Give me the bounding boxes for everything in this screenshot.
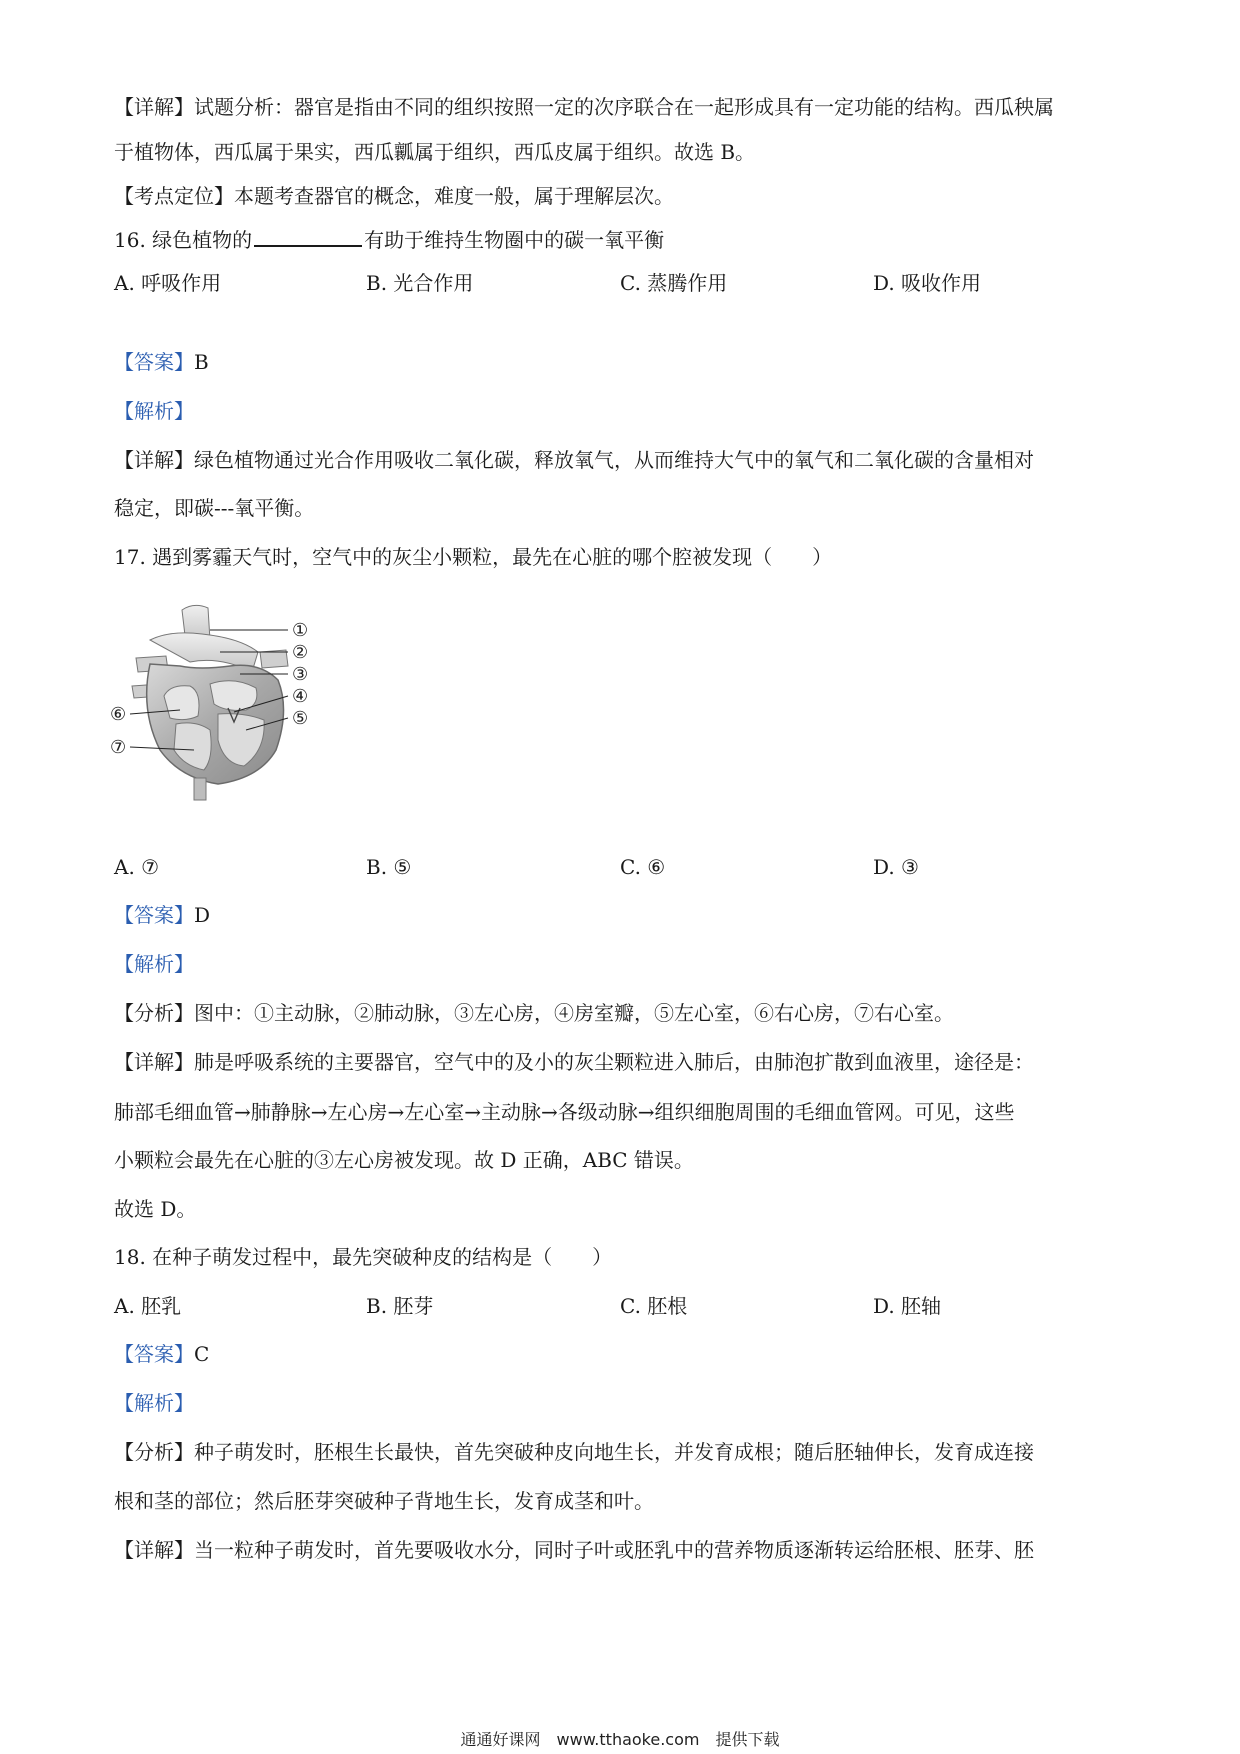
q17-detail-line2: 肺部毛细血管→肺静脉→左心房→左心室→主动脉→各级动脉→组织细胞周围的毛细血管网。可见，这些 (114, 1100, 1015, 1124)
q15-kaodian (114, 182, 674, 210)
answer-tag: 【答案】 (114, 1342, 194, 1366)
label-2: ② (292, 642, 309, 663)
q18-fenxi-line2: 根和茎的部位；然后胚芽突破种子背地生长，发育成茎和叶。 (114, 1489, 654, 1513)
text: 当一粒种子萌发时，首先要吸收水分，同时子叶或胚乳中的营养物质逐渐转运给胚根、胚芽、胚 (194, 1538, 1034, 1562)
answer-tag: 【答案】 (114, 903, 194, 927)
q17-analysis-tag: 【解析】 (114, 952, 194, 976)
q16-option-a: A. 呼吸作用 (114, 271, 222, 295)
q18-fenxi-line1 (114, 1438, 1034, 1466)
q18-detail-line1 (114, 1536, 1034, 1564)
text: 试题分析：器官是指由不同的组织按照一定的次序联合在一起形成具有一定功能的结构。西瓜秧属 (194, 95, 1054, 119)
left-atrium (210, 681, 257, 711)
fenxi-tag: 【分析】 (114, 1001, 194, 1025)
q18-option-c: C. 胚根 (620, 1294, 688, 1318)
q17-answer (114, 901, 210, 929)
q17-stem: 17. 遇到雾霾天气时，空气中的灰尘小颗粒，最先在心脏的哪个腔被发现（ ） (114, 545, 833, 569)
kaodian-tag: 【考点定位】 (114, 184, 234, 208)
text: 有助于维持生物圈中的碳一氧平衡 (364, 228, 665, 252)
q16-detail-line1 (114, 446, 1034, 474)
label-6: ⑥ (110, 704, 127, 725)
q17-option-b: B. ⑤ (366, 855, 412, 879)
text: 本题考查器官的概念，难度一般，属于理解层次。 (234, 184, 674, 208)
q17-detail-line4: 故选 D。 (114, 1197, 197, 1221)
detail-tag: 【详解】 (114, 448, 194, 472)
page-footer: 通通好课网 www.tthaoke.com 提供下载 (460, 1730, 780, 1749)
text: 16. 绿色植物的 (114, 228, 253, 252)
vena-cava-lower (194, 778, 206, 800)
q18-answer (114, 1340, 209, 1368)
text: B (194, 350, 209, 374)
q15-detail-line1 (114, 93, 1054, 121)
text: 种子萌发时，胚根生长最快，首先突破种皮向地生长，并发育成根；随后胚轴伸长，发育成连接 (194, 1440, 1034, 1464)
text: 绿色植物通过光合作用吸收二氧化碳，释放氧气，从而维持大气中的氧气和二氧化碳的含量相对 (194, 448, 1034, 472)
label-1: ① (292, 620, 309, 641)
fill-blank (254, 225, 362, 247)
q16-option-c: C. 蒸腾作用 (620, 271, 728, 295)
text: 肺是呼吸系统的主要器官，空气中的及小的灰尘颗粒进入肺后，由肺泡扩散到血液里，途径是： (194, 1050, 1034, 1074)
answer-tag: 【答案】 (114, 350, 194, 374)
label-5: ⑤ (292, 708, 309, 729)
text: 图中：①主动脉，②肺动脉，③左心房，④房室瓣，⑤左心室，⑥右心房，⑦右心室。 (194, 1001, 954, 1025)
pulmonary-artery-branch (260, 650, 288, 668)
label-7: ⑦ (110, 737, 127, 758)
label-3: ③ (292, 664, 309, 685)
q17-option-a: A. ⑦ (114, 855, 160, 879)
label-4: ④ (292, 686, 309, 707)
detail-tag: 【详解】 (114, 95, 194, 119)
q17-detail-line1 (114, 1048, 1034, 1076)
q17-option-d: D. ③ (873, 855, 919, 879)
heart-diagram (110, 600, 350, 810)
q18-option-a: A. 胚乳 (114, 1294, 182, 1318)
text: C (194, 1342, 210, 1366)
q18-option-b: B. 胚芽 (366, 1294, 434, 1318)
q16-answer (114, 348, 209, 376)
q18-analysis-tag: 【解析】 (114, 1391, 194, 1415)
detail-tag: 【详解】 (114, 1538, 194, 1562)
q17-fenxi (114, 999, 954, 1027)
q18-stem: 18. 在种子萌发过程中，最先突破种皮的结构是（ ） (114, 1245, 613, 1269)
q16-analysis-tag: 【解析】 (114, 399, 194, 423)
detail-tag: 【详解】 (114, 1050, 194, 1074)
q16-option-b: B. 光合作用 (366, 271, 474, 295)
q18-option-d: D. 胚轴 (873, 1294, 942, 1318)
q16-stem (114, 225, 664, 254)
text: D (194, 903, 211, 927)
right-atrium (164, 686, 199, 720)
q16-detail-line2: 稳定，即碳---氧平衡。 (114, 496, 315, 520)
fenxi-tag: 【分析】 (114, 1440, 194, 1464)
q17-detail-line3: 小颗粒会最先在心脏的③左心房被发现。故 D 正确，ABC 错误。 (114, 1148, 694, 1172)
q15-detail-line2: 于植物体，西瓜属于果实，西瓜瓤属于组织，西瓜皮属于组织。故选 B。 (114, 140, 756, 164)
q16-option-d: D. 吸收作用 (873, 271, 982, 295)
q17-option-c: C. ⑥ (620, 855, 666, 879)
